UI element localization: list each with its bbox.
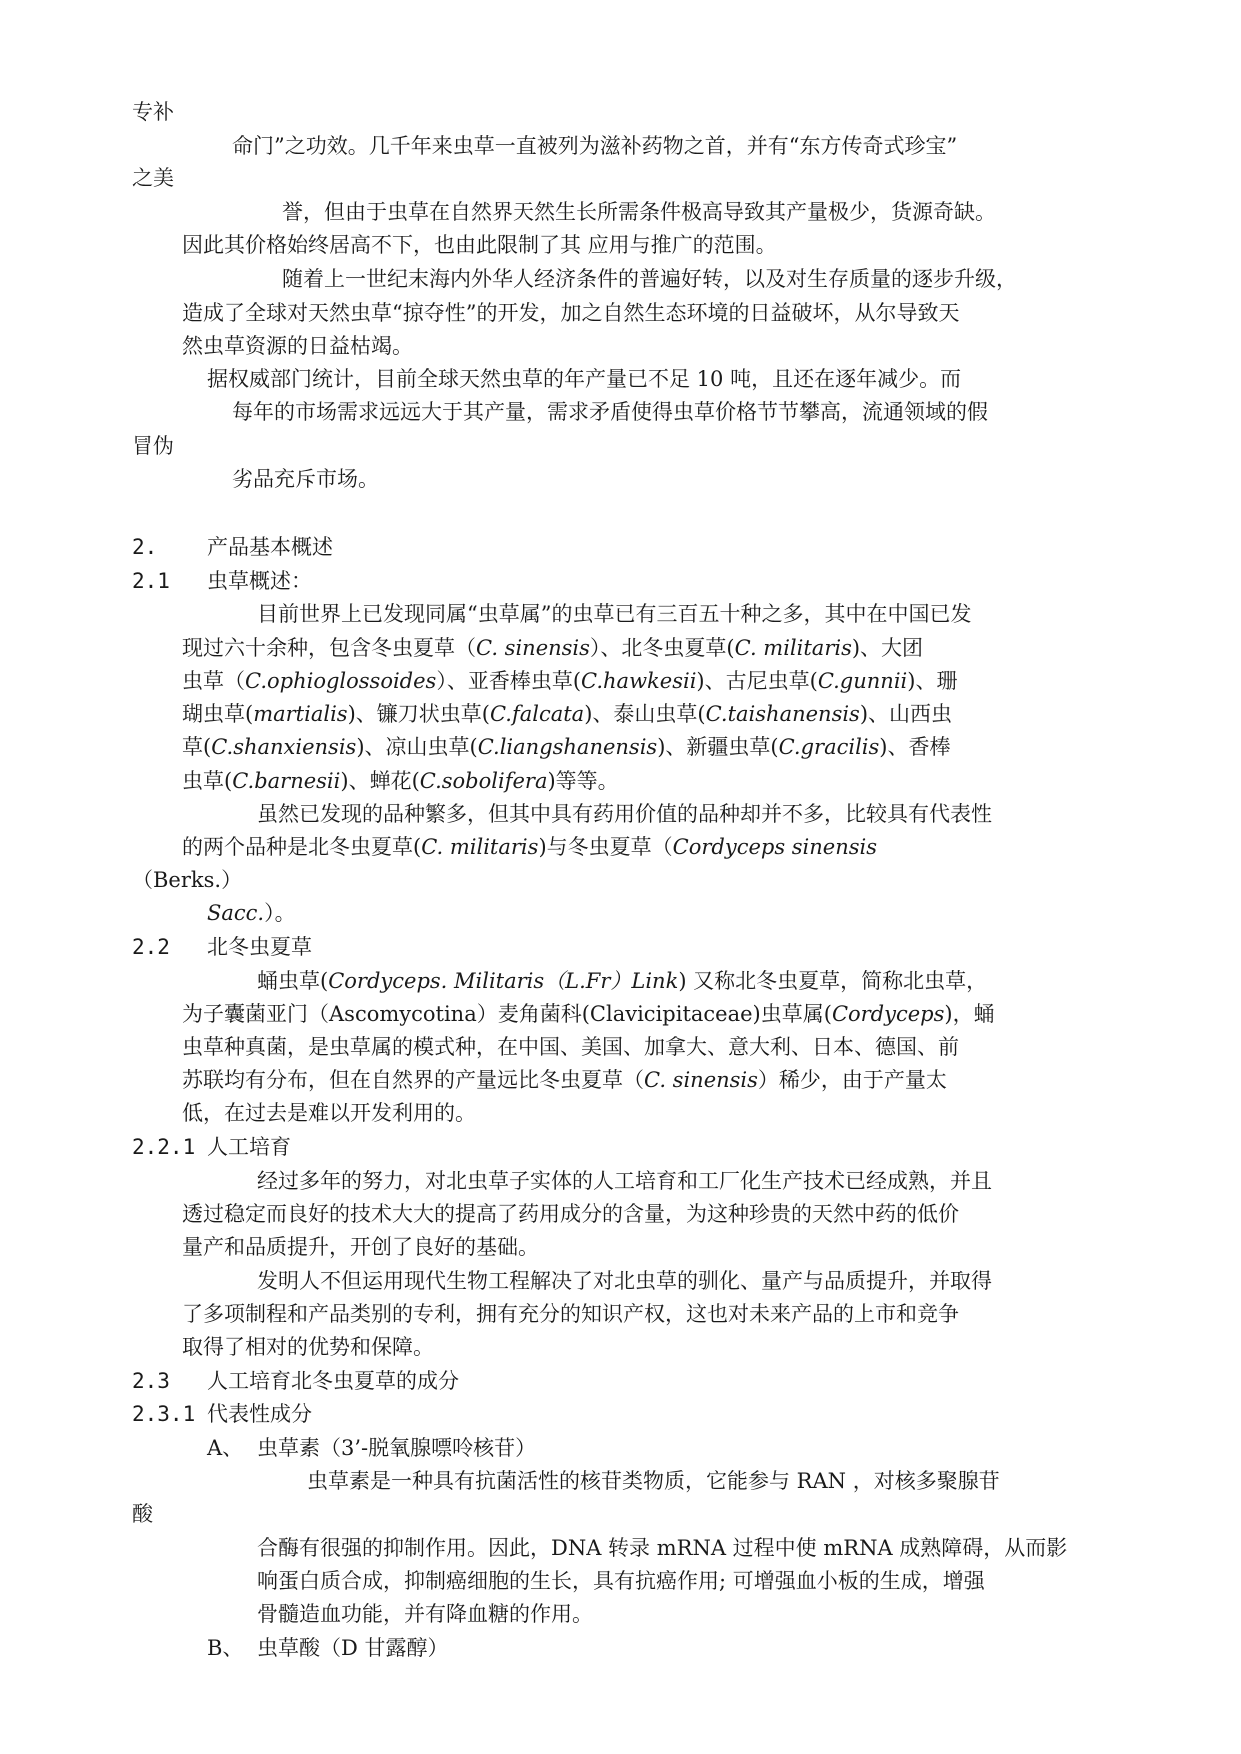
section-number: 2.3: [132, 1369, 170, 1393]
paragraph-line: 瑚虫草(martialis)、镰刀状虫草(C.falcata)、泰山虫草(C.taishanensis)、山西虫: [182, 702, 953, 726]
section-heading: 产品基本概述: [207, 535, 333, 559]
paragraph-line: 虫草(C.barnesii)、蝉花(C.sobolifera)等等。: [182, 769, 619, 793]
paragraph-line: 合酶有很强的抑制作用。因此，DNA 转录 mRNA 过程中使 mRNA 成熟障碍，从而影: [257, 1536, 1068, 1560]
paragraph-line: 经过多年的努力，对北虫草子实体的人工培育和工厂化生产技术已经成熟，并且: [257, 1169, 992, 1193]
paragraph-line: 响蛋白质合成，抑制癌细胞的生长，具有抗癌作用; 可增强血小板的生成，增强: [257, 1569, 985, 1593]
paragraph-line: 虫草（C.ophioglossoides）、亚香棒虫草(C.hawkesii)、古尼虫草(C.gunnii)、珊: [182, 669, 958, 693]
paragraph-line: 虽然已发现的品种繁多，但其中具有药用价值的品种却并不多，比较具有代表性: [257, 802, 992, 826]
section-number: 2.3.1: [132, 1402, 196, 1426]
paragraph-line: 骨髓造血功能，并有降血糖的作用。: [257, 1602, 593, 1626]
paragraph-line: 草(C.shanxiensis)、凉山虫草(C.liangshanensis)、新疆虫草(C.gracilis)、香棒: [182, 735, 951, 759]
list-item-title: 虫草素（3’-脱氧腺嘌呤核苷）: [257, 1436, 537, 1460]
section-number: 2.2: [132, 935, 170, 959]
paragraph-line: 低，在过去是难以开发利用的。: [182, 1101, 476, 1125]
list-marker: A、: [207, 1436, 244, 1460]
section-heading: 代表性成分: [207, 1402, 312, 1426]
paragraph-line: 现过六十余种，包含冬虫夏草（C. sinensis）、北冬虫夏草(C. militaris)、大团: [182, 636, 924, 660]
section-heading: 人工培育北冬虫夏草的成分: [207, 1369, 459, 1393]
paragraph-line: 蛹虫草(Cordyceps. Militaris（L.Fr）Link) 又称北冬虫夏草，简称北虫草，: [257, 969, 988, 993]
paragraph-line: 虫草种真菌，是虫草属的模式种，在中国、美国、加拿大、意大利、日本、德国、前: [182, 1035, 959, 1059]
paragraph-line: 目前世界上已发现同属“虫草属”的虫草已有三百五十种之多，其中在中国已发: [257, 602, 972, 626]
paragraph-line: 量产和品质提升，开创了良好的基础。: [182, 1235, 539, 1259]
section-number: 2.2.1: [132, 1135, 196, 1159]
intro-line: 劣品充斥市场。: [232, 467, 379, 491]
list-item-title: 虫草酸（D 甘露醇）: [257, 1636, 449, 1660]
paragraph-line: 虫草素是一种具有抗菌活性的核苷类物质，它能参与 RAN ，对核多聚腺苷: [307, 1469, 1000, 1493]
intro-line: 造成了全球对天然虫草“掠夺性”的开发，加之自然生态环境的日益破坏，从尔导致天: [182, 301, 960, 325]
section-number: 2.1: [132, 569, 170, 593]
list-marker: B、: [207, 1636, 244, 1660]
paragraph-line: 酸: [132, 1502, 153, 1526]
paragraph-line: 为子囊菌亚门（Ascomycotina）麦角菌科(Clavicipitaceae)虫草属(Cordyceps)，蛹: [182, 1002, 995, 1026]
paragraph-line: Sacc.）。: [207, 901, 296, 925]
paragraph-line: 发明人不但运用现代生物工程解决了对北虫草的驯化、量产与品质提升，并取得: [257, 1269, 992, 1293]
section-number: 2.: [132, 535, 158, 559]
paragraph-line: 取得了相对的优势和保障。: [182, 1335, 434, 1359]
section-heading: 虫草概述：: [207, 569, 312, 593]
intro-line: 誉，但由于虫草在自然界天然生长所需条件极高导致其产量极少，货源奇缺。: [282, 200, 996, 224]
paragraph-line: 了多项制程和产品类别的专利，拥有充分的知识产权，这也对未来产品的上市和竞争: [182, 1302, 959, 1326]
paragraph-line: 苏联均有分布，但在自然界的产量远比冬虫夏草（C. sinensis）稀少，由于产量太: [182, 1068, 947, 1092]
section-heading: 北冬虫夏草: [207, 935, 312, 959]
paragraph-line: 的两个品种是北冬虫夏草(C. militaris)与冬虫夏草（Cordyceps sinensis: [182, 835, 878, 859]
paragraph-line: 透过稳定而良好的技术大大的提高了药用成分的含量，为这种珍贵的天然中药的低价: [182, 1202, 959, 1226]
intro-line: 然虫草资源的日益枯竭。: [182, 334, 413, 358]
intro-line: 冒伪: [132, 434, 174, 458]
intro-line: 因此其价格始终居高不下，也由此限制了其 应用与推广的范围。: [182, 233, 777, 257]
intro-line: 专补: [132, 100, 174, 124]
paragraph-line: （Berks.）: [132, 868, 243, 892]
intro-line: 命门”之功效。几千年来虫草一直被列为滋补药物之首，并有“东方传奇式珍宝”: [232, 134, 958, 158]
intro-line: 随着上一世纪末海内外华人经济条件的普遍好转，以及对生存质量的逐步升级，: [282, 267, 1017, 291]
intro-line: 据权威部门统计，目前全球天然虫草的年产量已不足 10 吨，且还在逐年减少。而: [207, 367, 962, 391]
intro-line: 之美: [132, 166, 174, 190]
section-heading: 人工培育: [207, 1135, 291, 1159]
intro-line: 每年的市场需求远远大于其产量，需求矛盾使得虫草价格节节攀高，流通领域的假: [232, 400, 988, 424]
